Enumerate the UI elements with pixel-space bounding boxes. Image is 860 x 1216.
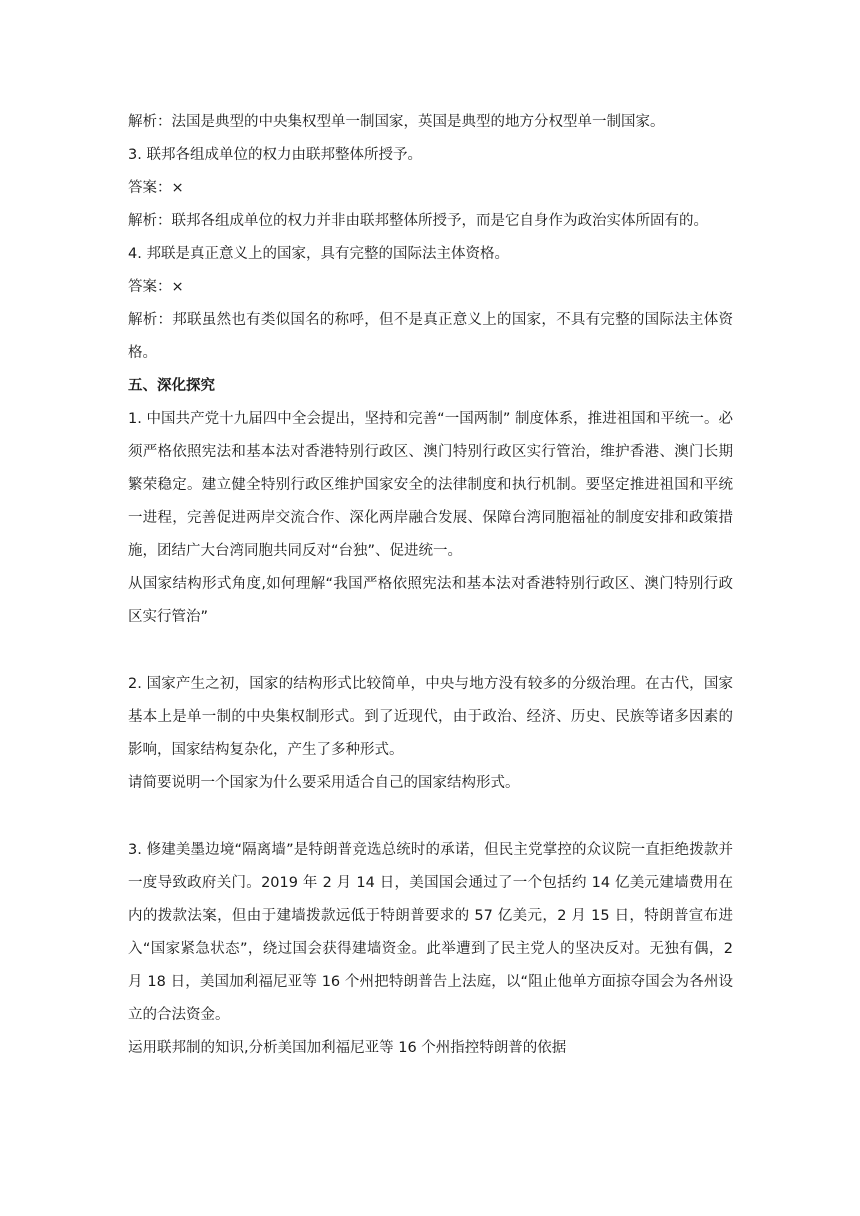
analysis-3: 解析：联邦各组成单位的权力并非由联邦整体所授予，而是它自身作为政治实体所固有的。 [128, 213, 708, 229]
question-4: 4. 邦联是真正意义上的国家，具有完整的国际法主体资格。 [128, 246, 509, 262]
analysis-4: 解析：邦联虽然也有类似国名的称呼，但不是真正意义上的国家，不具有完整的国际法主体资格。 [128, 312, 733, 361]
section-heading: 五、深化探究 [128, 378, 215, 394]
answer-space-1 [128, 634, 733, 668]
question-3: 3. 联邦各组成单位的权力由联邦整体所授予。 [128, 147, 422, 163]
inquiry-3-question: 运用联邦制的知识,分析美国加利福尼亚等 16 个州指控特朗普的依据 [128, 1040, 567, 1056]
inquiry-3-material: 3. 修建美墨边境“隔离墙”是特朗普竞选总统时的承诺，但民主党掌控的众议院一直拒绝拨款并一度导致政府关门。2019 年 2 月 14 日，美国国会通过了一个包括约 14 亿美元建墙费用在内的拨款法案，但由于建墙拨款远低于特朗普要求的 57 亿美元，2 月 15 日，特朗普宣布进入“国家紧急状态”，绕过国会获得建墙资金。此举遭到了民主党人的坚决反对。无独有偶，2 月 18 日，美国加利福尼亚等 16 个州把特朗普告上法庭，以“阻止他单方面掠夺国会为各州设立的合法资金。 [128, 842, 733, 1023]
answer-4: 答案：× [128, 279, 184, 295]
inquiry-2-material: 2. 国家产生之初，国家的结构形式比较简单，中央与地方没有较多的分级治理。在古代，国家基本上是单一制的中央集权制形式。到了近现代，由于政治、经济、历史、民族等诸多因素的影响，国家结构复杂化，产生了多种形式。 [128, 676, 733, 758]
inquiry-1-material: 1. 中国共产党十九届四中全会提出，坚持和完善“一国两制” 制度体系，推进祖国和平统一。必须严格依照宪法和基本法对香港特别行政区、澳门特别行政区实行管治，维护香港、澳门长期繁荣稳定。建立健全特别行政区维护国家安全的法律制度和执行机制。要坚定推进祖国和平统一进程，完善促进两岸交流合作、深化两岸融合发展、保障台湾同胞福祉的制度安排和政策措施，团结广大台湾同胞共同反对“台独”、促进统一。 [128, 411, 733, 559]
document-page [128, 106, 733, 1065]
analysis-2: 解析：法国是典型的中央集权型单一制国家，英国是典型的地方分权型单一制国家。 [128, 114, 665, 130]
inquiry-1-question: 从国家结构形式角度,如何理解“我国严格依照宪法和基本法对香港特别行政区、澳门特别行政区实行管治” [128, 576, 733, 625]
answer-3: 答案：× [128, 180, 184, 196]
inquiry-2-question: 请简要说明一个国家为什么要采用适合自己的国家结构形式。 [128, 775, 520, 791]
answer-space-2 [128, 800, 733, 834]
